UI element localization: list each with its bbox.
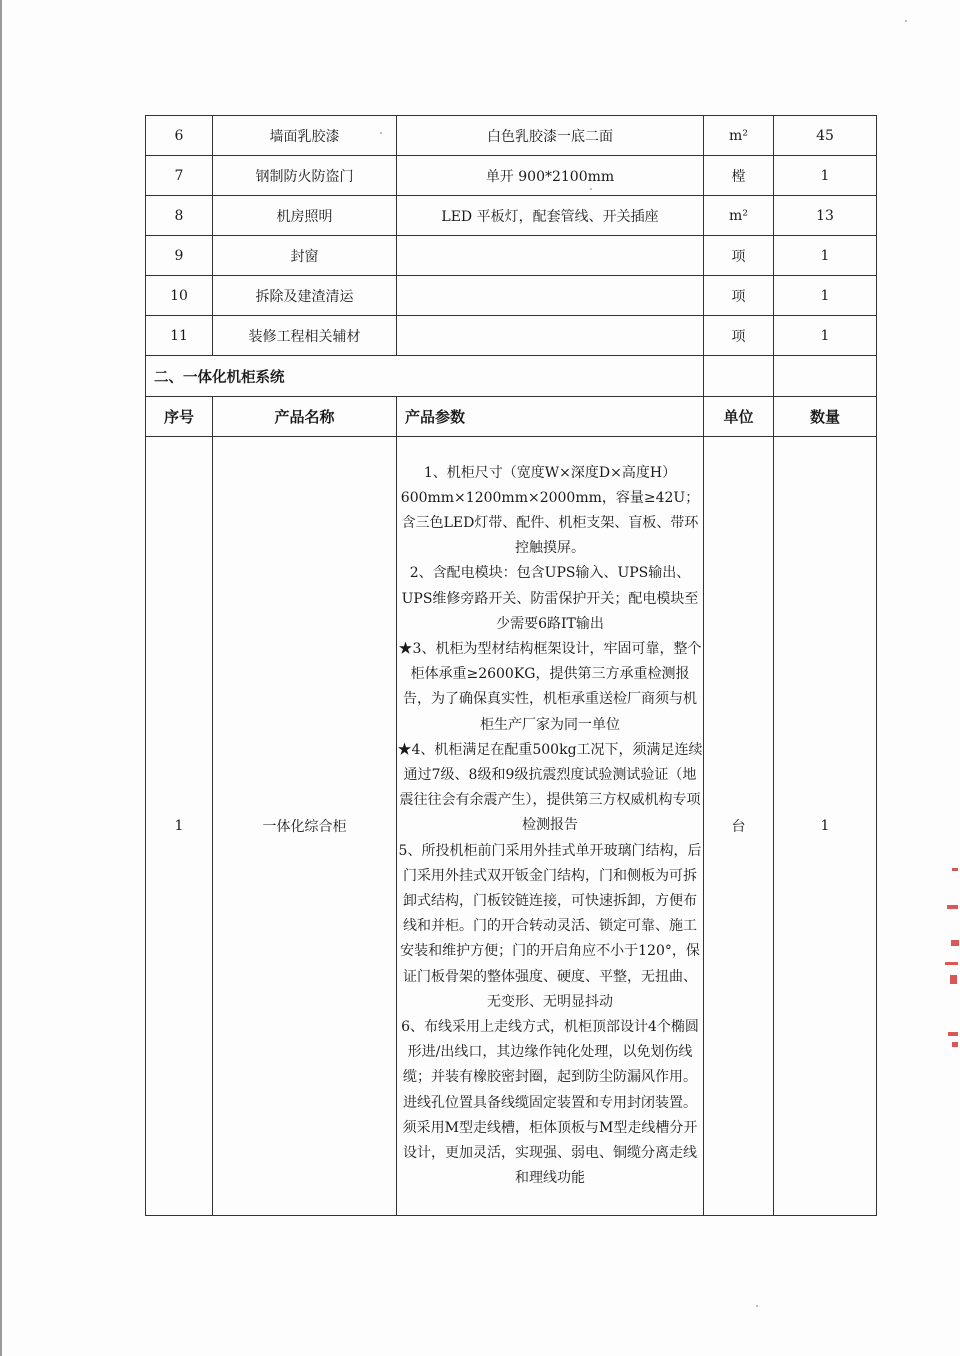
quantity: 1: [774, 316, 877, 356]
unit: m²: [704, 196, 774, 236]
product-param: [397, 236, 704, 276]
unit: m²: [704, 116, 774, 156]
quantity: 45: [774, 116, 877, 156]
table-row: [146, 236, 877, 276]
table-row: [146, 196, 877, 236]
header-row: [146, 397, 877, 437]
quantity: 1: [774, 437, 877, 1216]
table-row: [146, 116, 877, 156]
quantity: 1: [774, 236, 877, 276]
product-name: 钢制防火防盗门: [213, 156, 397, 196]
param-paragraph: 5、所投机柜前门采用外挂式单开玻璃门结构，后门采用外挂式双开钣金门结构，门和侧板为可拆卸式结构，门板铰链连接，可快速拆卸，方便布线和并柜。门的开合转动灵活、锁定可靠、施工安装和维护方便；门的开启角应不小于120°，保证门板骨架的整体强度、硬度、平整，无扭曲、无变形、无明显抖动: [398, 842, 702, 1010]
header-qty: 数量: [774, 397, 877, 437]
product-param: [397, 316, 704, 356]
param-paragraph: 2、含配电模块：包含UPS输入、UPS输出、UPS维修旁路开关、防雷保护开关；配电模块至少需要6路IT输出: [401, 565, 699, 632]
section-row: [146, 356, 877, 397]
row-number: 10: [146, 276, 213, 316]
product-name: 拆除及建渣清运: [213, 276, 397, 316]
product-param: 单开 900*2100mm: [397, 156, 704, 196]
quantity: 1: [774, 156, 877, 196]
product-name: 封窗: [213, 236, 397, 276]
unit: 项: [704, 236, 774, 276]
scan-left-edge: [0, 0, 2, 1356]
row-number: 9: [146, 236, 213, 276]
product-name: 装修工程相关辅材: [213, 316, 397, 356]
unit: 樘: [704, 156, 774, 196]
row-number: 11: [146, 316, 213, 356]
quantity: 1: [774, 276, 877, 316]
header-unit: 单位: [704, 397, 774, 437]
spec-table: [145, 115, 877, 1216]
section-empty-cell: [774, 356, 877, 397]
row-number: 7: [146, 156, 213, 196]
section-empty-cell: [704, 356, 774, 397]
table-row: [146, 437, 877, 1216]
param-paragraph: ★3、机柜为型材结构框架设计，牢固可靠，整个柜体承重≥2600KG，提供第三方承重检测报告，为了确保真实性，机柜承重送检厂商须与机柜生产厂家为同一单位: [398, 640, 702, 733]
section-title: 二、一体化机柜系统: [146, 356, 704, 397]
row-number: 1: [146, 437, 213, 1216]
param-paragraph: 6、布线采用上走线方式，机柜顶部设计4个椭圆形进/出线口，其边缘作钝化处理，以免划伤线缆；并装有橡胶密封圈，起到防尘防漏风作用。进线孔位置具备线缆固定装置和专用封闭装置。须采用M型走线槽，柜体顶板与M型走线槽分开设计，更加灵活，实现强、弱电、铜缆分离走线和理线功能: [401, 1019, 699, 1187]
product-params: [397, 437, 704, 1216]
param-paragraph: ★4、机柜满足在配重500kg工况下，须满足连续通过7级、8级和9级抗震烈度试验测试验证（地震往往会有余震产生），提供第三方权威机构专项检测报告: [397, 741, 703, 834]
unit: 项: [704, 276, 774, 316]
product-param: [397, 276, 704, 316]
table-row: [146, 316, 877, 356]
row-number: 6: [146, 116, 213, 156]
product-param: 白色乳胶漆一底二面: [397, 116, 704, 156]
header-no: 序号: [146, 397, 213, 437]
product-param: LED 平板灯，配套管线、开关插座: [397, 196, 704, 236]
unit: 项: [704, 316, 774, 356]
unit: 台: [704, 437, 774, 1216]
param-paragraph: 1、机柜尺寸（宽度W×深度D×高度H）600mm×1200mm×2000mm，容量≥42U；含三色LED灯带、配件、机柜支架、盲板、带环控触摸屏。: [400, 464, 700, 557]
header-param: 产品参数: [397, 397, 704, 437]
quantity: 13: [774, 196, 877, 236]
table-row: [146, 156, 877, 196]
product-name: 墙面乳胶漆: [213, 116, 397, 156]
table-row: [146, 276, 877, 316]
row-number: 8: [146, 196, 213, 236]
product-name: 机房照明: [213, 196, 397, 236]
header-name: 产品名称: [213, 397, 397, 437]
product-name: 一体化综合柜: [213, 437, 397, 1216]
